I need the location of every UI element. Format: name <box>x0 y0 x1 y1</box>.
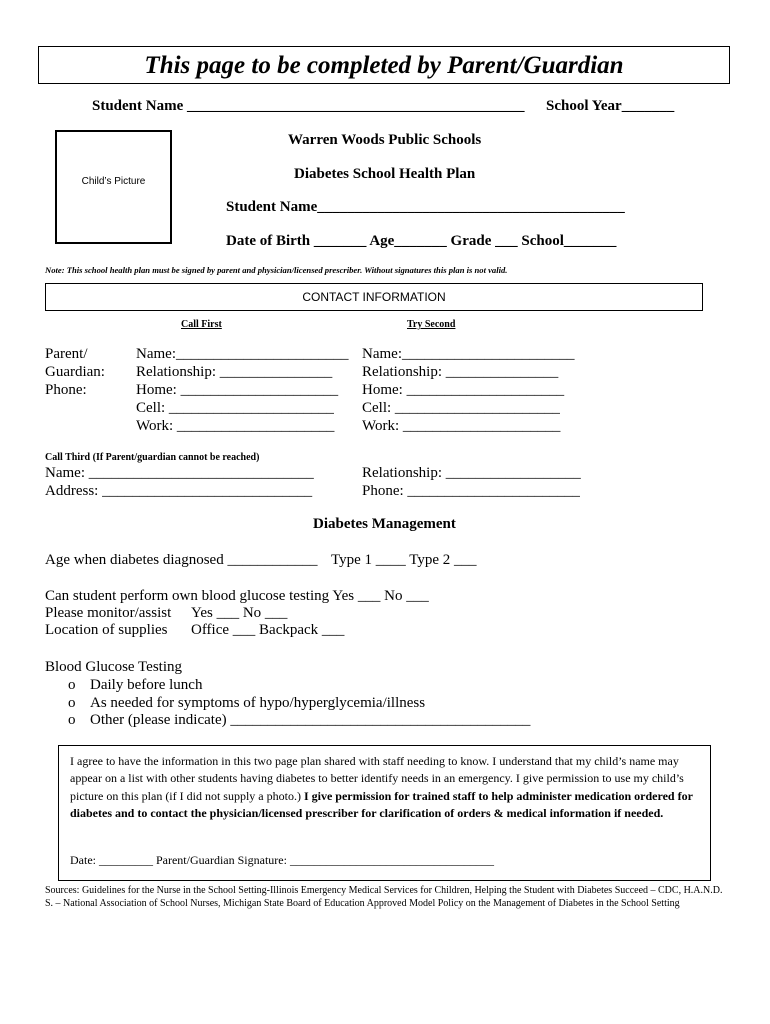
blood-glucose-heading: Blood Glucose Testing <box>45 659 182 675</box>
agreement-bold: I give permission for trained staff to help administer medication ordered for diabetes and to contact the physician/licensed prescriber for clarification of orders & medical information if needed. <box>70 788 693 821</box>
first-contact-fields <box>136 345 348 435</box>
monitor-assist-field[interactable]: Yes ___ No ___ <box>191 605 288 621</box>
bg-option-other[interactable]: o Other (please indicate) ________________________________________ <box>68 712 531 728</box>
diabetes-type-field[interactable]: Type 1 ____ Type 2 ___ <box>331 552 477 568</box>
glucose-testing-field[interactable]: Can student perform own blood glucose testing Yes ___ No ___ <box>45 588 429 604</box>
signature-note: Note: This school health plan must be signed by parent and physician/licensed prescriber. Without signatures this plan is not valid. <box>45 265 508 275</box>
call-third-label: Call Third (If Parent/guardian cannot be reached) <box>45 452 260 463</box>
date-signature-field[interactable]: Date: _________ Parent/Guardian Signature: __________________________________ <box>70 853 494 867</box>
bg-option-daily[interactable]: o Daily before lunch <box>68 677 203 693</box>
blood-glucose-options <box>68 677 530 730</box>
first-relationship-field[interactable]: Relationship: _______________ <box>136 364 333 380</box>
agreement-plain: I agree to have the information in this two page plan shared with staff needing to know. I understand that my child’s name may appear on a list with other students having diabetes to better identify needs in an emergency. I give permission to use my child’s picture on this plan (if I did not supply a photo.) <box>70 754 684 803</box>
second-cell-field[interactable]: Cell: ______________________ <box>362 400 560 416</box>
plan-title: Diabetes School Health Plan <box>294 166 476 182</box>
phone-label: Phone: <box>45 382 87 398</box>
page-title: This page to be completed by Parent/Guardian <box>144 52 624 79</box>
call-first-label: Call First <box>181 319 222 330</box>
school-year-field[interactable]: School Year_______ <box>546 98 675 114</box>
first-name-field[interactable]: Name:_______________________ <box>136 346 349 362</box>
second-contact-fields <box>362 345 574 435</box>
contact-information-box <box>45 283 703 311</box>
second-work-field[interactable]: Work: _____________________ <box>362 418 561 434</box>
supplies-location-field[interactable]: Office ___ Backpack ___ <box>191 622 345 638</box>
agreement-box <box>58 745 711 881</box>
bullet-icon: o <box>68 712 76 728</box>
page-title-box <box>38 46 730 84</box>
diabetes-management-heading: Diabetes Management <box>313 516 456 532</box>
parent-labels <box>45 345 105 399</box>
first-work-field[interactable]: Work: _____________________ <box>136 418 335 434</box>
third-phone-field[interactable]: Phone: _______________________ <box>362 483 580 499</box>
bg-option-as-needed[interactable]: o As needed for symptoms of hypo/hyperglycemia/illness <box>68 694 426 711</box>
dob-age-grade-school-field[interactable]: Date of Birth _______ Age_______ Grade ___ School_______ <box>226 233 617 249</box>
supplies-location-label: Location of supplies <box>45 622 168 638</box>
first-home-field[interactable]: Home: _____________________ <box>136 382 339 398</box>
student-name-field[interactable]: Student Name _____________________________________________ <box>92 98 525 114</box>
contact-heading: CONTACT INFORMATION <box>302 290 446 304</box>
childs-picture-label: Child’s Picture <box>81 176 146 187</box>
bullet-icon: o <box>68 694 76 711</box>
first-cell-field[interactable]: Cell: ______________________ <box>136 400 334 416</box>
childs-picture-box <box>55 130 172 244</box>
parent-label: Parent/ <box>45 346 88 362</box>
third-name-field[interactable]: Name: ______________________________ <box>45 465 314 481</box>
bullet-icon: o <box>68 677 76 693</box>
monitor-assist-label: Please monitor/assist <box>45 605 172 621</box>
third-relationship-field[interactable]: Relationship: __________________ <box>362 465 581 481</box>
second-name-field[interactable]: Name:_______________________ <box>362 346 575 362</box>
age-diagnosed-field[interactable]: Age when diabetes diagnosed ____________ <box>45 552 318 568</box>
student-name-field-2[interactable]: Student Name_________________________________________ <box>226 199 625 215</box>
second-relationship-field[interactable]: Relationship: _______________ <box>362 364 559 380</box>
third-address-field[interactable]: Address: ____________________________ <box>45 483 313 499</box>
second-home-field[interactable]: Home: _____________________ <box>362 382 565 398</box>
agreement-text <box>70 753 700 823</box>
try-second-label: Try Second <box>407 319 456 330</box>
sources-text: Sources: Guidelines for the Nurse in the School Setting-Illinois Emergency Medical Services for Children, Helping the Student with Diabetes Succeed – CDC, H.A.N.D. S. – National Association of School Nurses, Michigan State Board of Education Approved Model Policy on the Management of Diabetes in the School Setting <box>45 885 723 909</box>
school-name: Warren Woods Public Schools <box>288 132 482 148</box>
guardian-label: Guardian: <box>45 364 105 380</box>
